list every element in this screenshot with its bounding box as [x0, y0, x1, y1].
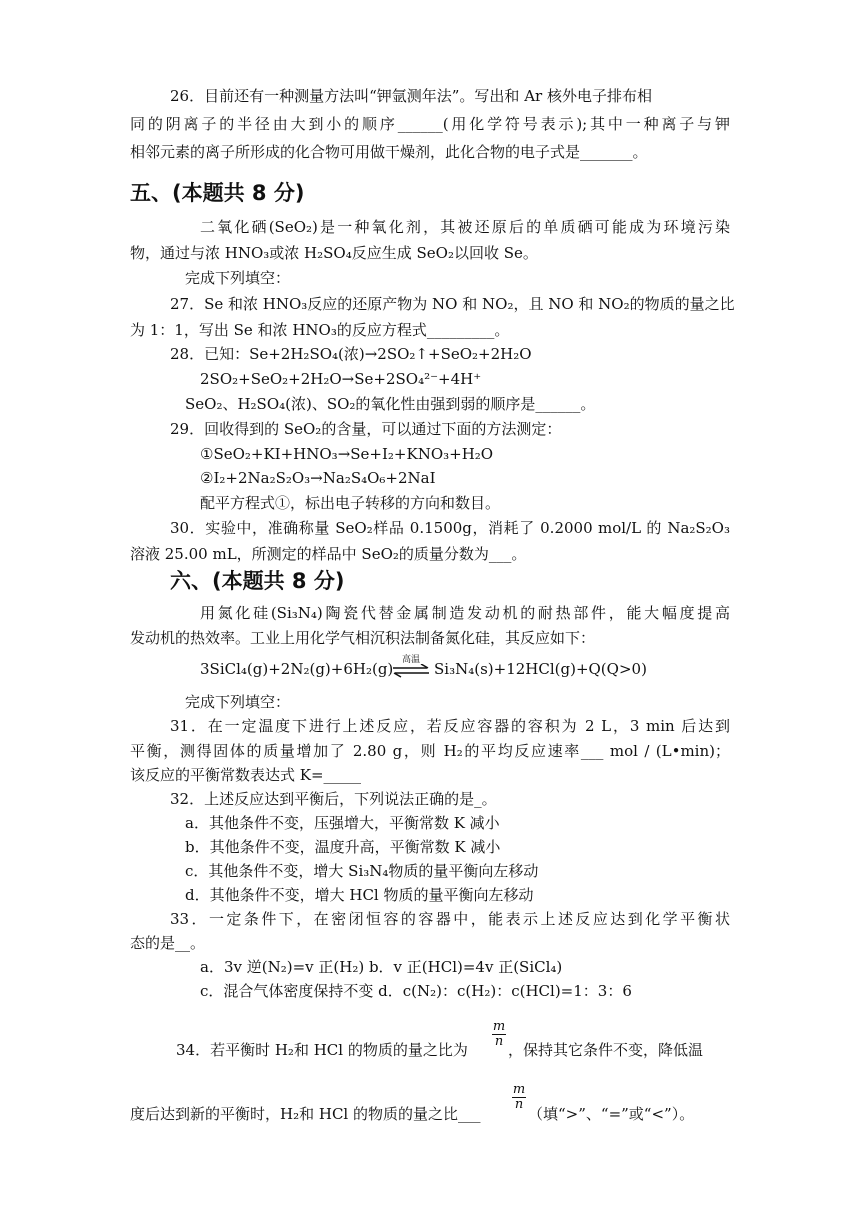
q34-line2-end: （填“>”、“=”或“<”）。	[528, 1105, 695, 1123]
q34-line2-start: 度后达到新的平衡时，H₂和 HCl 的物质的量之比___	[130, 1105, 481, 1123]
q32-line1: 32．上述反应达到平衡后，下列说法正确的是_。	[170, 790, 497, 808]
arrow-condition-label: 高温	[401, 655, 420, 665]
q34-line1-end: ，保持其它条件不变，降低温	[508, 1041, 704, 1059]
q32-option-d: d．其他条件不变，增大 HCl 物质的量平衡向左移动	[185, 886, 534, 904]
q30-line1: 30．实验中，准确称量 SeO₂样品 0.1500g，消耗了 0.2000 mol/L 的 Na₂S₂O₃	[170, 519, 730, 537]
q33-line1: 33．一定条件下，在密闭恒容的容器中，能表示上述反应达到化学平衡状	[170, 910, 730, 928]
fraction-numerator: m	[512, 1082, 526, 1097]
q31-line1: 31．在一定温度下进行上述反应，若反应容器的容积为 2 L，3 min 后达到	[170, 717, 730, 735]
q31-line3: 该反应的平衡常数表达式 K=_____	[130, 766, 362, 784]
q28-equation2: 2SO₂+SeO₂+2H₂O→Se+2SO₄²⁻+4H⁺	[200, 370, 482, 388]
fraction-m-over-n-2	[512, 1083, 526, 1112]
reversible-arrow-icon	[391, 654, 431, 678]
section-6-heading: 六、(本题共 8 分)	[170, 569, 345, 593]
q29-equation2: ②I₂+2Na₂S₂O₃→Na₂S₄O₆+2NaI	[200, 469, 436, 487]
q26-line1: 26．目前还有一种测量方法叫“钾氩测年法”。写出和 Ar 核外电子排布相	[170, 87, 652, 105]
s6-reaction-right: Si₃N₄(s)+12HCl(g)+Q(Q>0)	[434, 660, 647, 678]
s6-instruction: 完成下列填空：	[185, 693, 291, 711]
q31-line2: 平衡，测得固体的质量增加了 2.80 g，则 H₂的平均反应速率___ mol / (L•min)；	[130, 742, 730, 760]
q33-options-ab: a．3v 逆(N₂)=v 正(H₂) b．v 正(HCl)=4v 正(SiCl₄)	[200, 958, 563, 976]
q33-line2: 态的是__。	[130, 934, 206, 952]
q29-line4: 配平方程式①，标出电子转移的方向和数目。	[200, 494, 501, 512]
fraction-numerator: m	[492, 1019, 506, 1034]
s6-reaction-left: 3SiCl₄(g)+2N₂(g)+6H₂(g)	[200, 660, 394, 678]
q27-line2: 为 1：1，写出 Se 和浓 HNO₃的反应方程式_________。	[130, 321, 510, 339]
section-5-heading: 五、(本题共 8 分)	[130, 181, 305, 205]
equilibrium-arrows-icon	[391, 664, 431, 678]
s5-intro-line2: 物，通过与浓 HNO₃或浓 H₂SO₄反应生成 SeO₂以回收 Se。	[130, 244, 538, 262]
s5-intro-line1: 二氧化硒(SeO₂)是一种氧化剂，其被还原后的单质硒可能成为环境污染	[200, 218, 730, 236]
q27-line1: 27．Se 和浓 HNO₃反应的还原产物为 NO 和 NO₂，且 NO 和 NO₂的物质的量之比	[170, 295, 735, 313]
q28-line3: SeO₂、H₂SO₄(浓)、SO₂的氧化性由强到弱的顺序是______。	[185, 395, 596, 413]
q26-line2: 同的阴离子的半径由大到小的顺序______(用化学符号表示);其中一种离子与钾	[130, 115, 730, 133]
fraction-m-over-n-1	[492, 1020, 506, 1049]
q26-line3: 相邻元素的离子所形成的化合物可用做干燥剂，此化合物的电子式是_______。	[130, 143, 648, 161]
q32-option-c: c．其他条件不变，增大 Si₃N₄物质的量平衡向左移动	[185, 862, 539, 880]
q32-option-a: a．其他条件不变，压强增大，平衡常数 K 减小	[185, 814, 500, 832]
q28-line1: 28．已知：Se+2H₂SO₄(浓)→2SO₂↑+SeO₂+2H₂O	[170, 345, 532, 363]
q32-option-b: b．其他条件不变，温度升高，平衡常数 K 减小	[185, 838, 501, 856]
s6-intro-line2: 发动机的热效率。工业上用化学气相沉积法制备氮化硅，其反应如下：	[130, 629, 596, 647]
q33-options-cd: c．混合气体密度保持不变 d．c(N₂)：c(H₂)：c(HCl)=1：3：6	[200, 982, 632, 1000]
q29-line1: 29．回收得到的 SeO₂的含量，可以通过下面的方法测定：	[170, 420, 562, 438]
q34-line1-start: 34．若平衡时 H₂和 HCl 的物质的量之比为	[176, 1041, 468, 1059]
fraction-denominator: n	[494, 1034, 504, 1049]
fraction-denominator: n	[514, 1097, 524, 1112]
s5-instruction: 完成下列填空：	[185, 269, 291, 287]
s6-intro-line1: 用氮化硅(Si₃N₄)陶瓷代替金属制造发动机的耐热部件，能大幅度提高	[200, 604, 730, 622]
q30-line2: 溶液 25.00 mL，所测定的样品中 SeO₂的质量分数为___。	[130, 545, 527, 563]
q29-equation1: ①SeO₂+KI+HNO₃→Se+I₂+KNO₃+H₂O	[200, 445, 494, 463]
